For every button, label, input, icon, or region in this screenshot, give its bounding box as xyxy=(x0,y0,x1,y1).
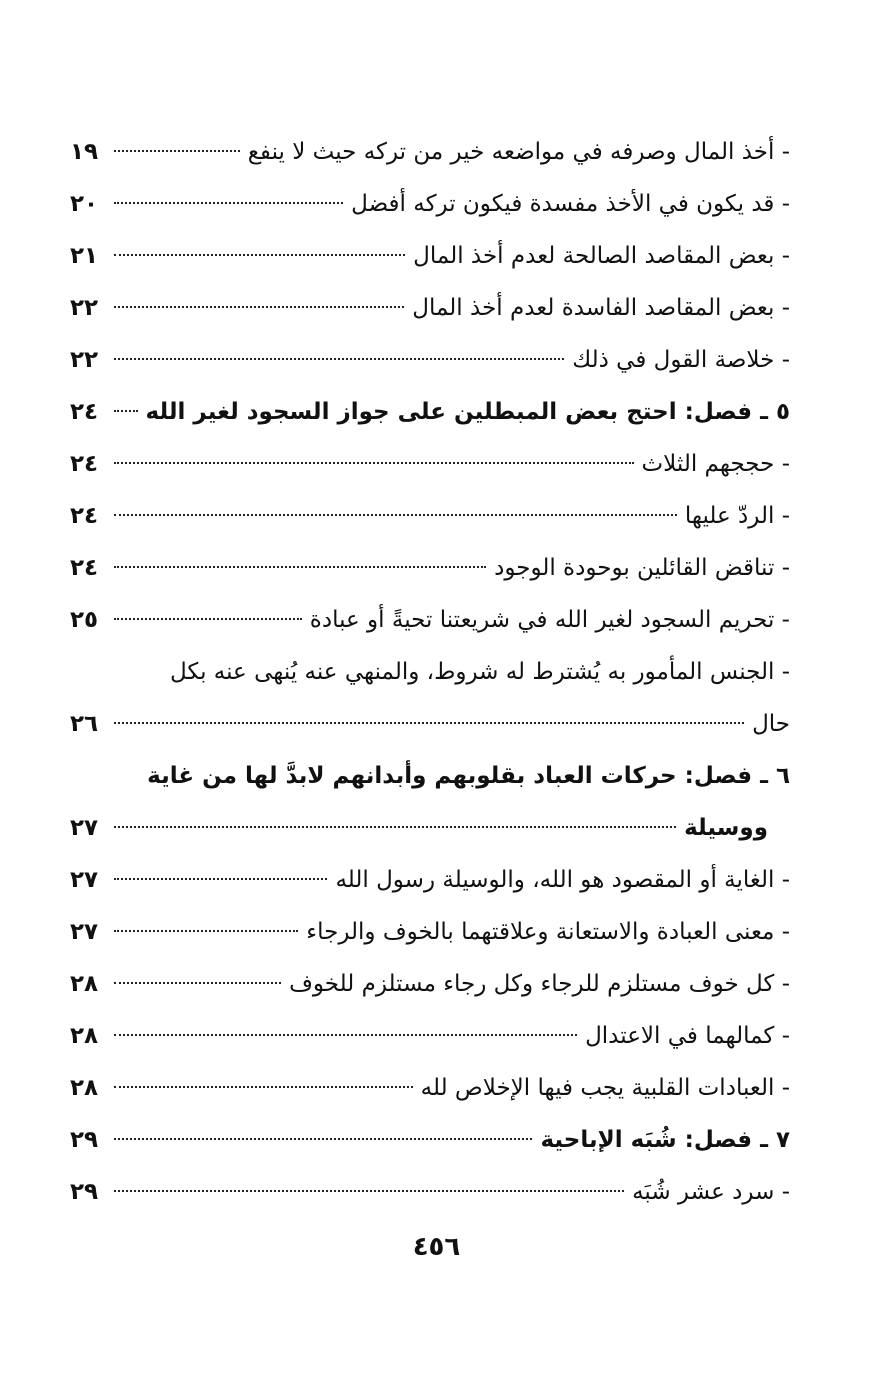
toc-entry-page: ٢٦ xyxy=(70,711,99,737)
toc-entry-page: ٢٩ xyxy=(70,1127,99,1153)
toc-entry-page: ٢٧ xyxy=(70,867,99,893)
toc-entry-title-line1: - الجنس المأمور به يُشترط له شروط، والمنهي عنه يُنهى عنه بكل xyxy=(169,659,790,685)
dot-leader xyxy=(114,618,302,620)
dot-leader xyxy=(114,982,281,984)
toc-entry-page: ٢٧ xyxy=(70,919,99,945)
toc-section-heading-line1: ٦ ـ فصل: حركات العباد بقلوبهم وأبدانهم لابدَّ لها من غاية xyxy=(147,763,790,789)
toc-entry-page: ٢٤ xyxy=(70,503,99,529)
dot-leader xyxy=(114,514,677,516)
dot-leader xyxy=(114,1086,413,1088)
toc-entry xyxy=(70,126,790,178)
toc-entry xyxy=(70,1010,790,1062)
toc-entry-title-line2: ووسيلة xyxy=(684,815,768,841)
dot-leader xyxy=(114,930,298,932)
toc-entry-page: ٢٢ xyxy=(70,347,99,373)
dot-leader xyxy=(114,826,676,828)
toc-entry-page: ٢٤ xyxy=(70,555,99,581)
toc-entry xyxy=(70,438,790,490)
dot-leader xyxy=(114,462,634,464)
toc-entry-title: - حججهم الثلاث xyxy=(641,451,790,477)
dot-leader xyxy=(114,150,240,152)
toc-entry xyxy=(70,334,790,386)
toc-entry-title: ٥ ـ فصل: احتج بعض المبطلين على جواز السجود لغير الله xyxy=(145,399,790,425)
toc-entry-title: - كمالهما في الاعتدال xyxy=(585,1023,790,1049)
dot-leader xyxy=(114,202,343,204)
page-number: ٤٥٦ xyxy=(412,1232,461,1262)
toc-entry xyxy=(70,230,790,282)
toc-section-heading xyxy=(70,1114,790,1166)
toc-entry-title: - الردّ عليها xyxy=(684,503,790,529)
toc-entry-page: ٢٢ xyxy=(70,295,99,321)
toc-entry xyxy=(70,490,790,542)
toc-entry-page: ٢٨ xyxy=(70,971,99,997)
toc-entry-title: - بعض المقاصد الفاسدة لعدم أخذ المال xyxy=(412,295,790,321)
dot-leader xyxy=(114,410,138,412)
dot-leader xyxy=(114,566,486,568)
toc-entry-page: ٢٠ xyxy=(70,191,99,217)
toc-entry-page: ٢٨ xyxy=(70,1075,99,1101)
toc-entry-page: ٢٤ xyxy=(70,451,99,477)
toc-entry-title: - كل خوف مستلزم للرجاء وكل رجاء مستلزم للخوف xyxy=(289,971,790,997)
toc-entry xyxy=(70,282,790,334)
toc-entry-title-line2: حال xyxy=(752,711,790,737)
toc-entry-title: - أخذ المال وصرفه في مواضعه خير من تركه حيث لا ينفع xyxy=(247,139,790,165)
dot-leader xyxy=(114,306,404,308)
toc-entry-page: ٢١ xyxy=(70,243,99,269)
dot-leader xyxy=(114,1138,532,1140)
dot-leader xyxy=(114,1190,624,1192)
toc-entry-page: ٢٩ xyxy=(70,1179,99,1205)
toc-entry-page: ١٩ xyxy=(70,139,99,165)
toc-entry-page: ٢٨ xyxy=(70,1023,99,1049)
toc-entry-title: - الغاية أو المقصود هو الله، والوسيلة رسول الله xyxy=(335,867,790,893)
toc-entry-title: - العبادات القلبية يجب فيها الإخلاص لله xyxy=(420,1075,790,1101)
toc-entry-page: ٢٧ xyxy=(70,815,99,841)
toc-entry xyxy=(70,958,790,1010)
dot-leader xyxy=(114,878,327,880)
toc-section-heading xyxy=(70,386,790,438)
toc-entry-page: ٢٤ xyxy=(70,399,99,425)
toc-entry-title: - سرد عشر شُبَه xyxy=(632,1179,790,1205)
toc-entry xyxy=(70,1062,790,1114)
dot-leader xyxy=(114,358,564,360)
toc-entry xyxy=(70,854,790,906)
toc-entry xyxy=(70,906,790,958)
toc-entry-title: - معنى العبادة والاستعانة وعلاقتهما بالخوف والرجاء xyxy=(306,919,790,945)
toc-entry-title: - خلاصة القول في ذلك xyxy=(572,347,790,373)
dot-leader xyxy=(114,254,405,256)
toc-entry-title: - قد يكون في الأخذ مفسدة فيكون تركه أفضل xyxy=(351,191,790,217)
toc-entry xyxy=(70,698,790,750)
toc-entry-title: - تحريم السجود لغير الله في شريعتنا تحيةً أو عبادة xyxy=(309,607,790,633)
toc-entry-title: - تناقض القائلين بوحودة الوجود xyxy=(494,555,790,581)
toc-entry xyxy=(70,594,790,646)
dot-leader xyxy=(114,1034,577,1036)
table-of-contents xyxy=(70,126,790,1218)
toc-entry xyxy=(70,542,790,594)
toc-entry xyxy=(70,178,790,230)
toc-entry xyxy=(70,1166,790,1218)
toc-entry-title: ٧ ـ فصل: شُبَه الإباحية xyxy=(540,1127,790,1153)
toc-section-heading xyxy=(70,802,790,854)
toc-entry-title: - بعض المقاصد الصالحة لعدم أخذ المال xyxy=(413,243,790,269)
dot-leader xyxy=(114,722,744,724)
toc-entry-page: ٢٥ xyxy=(70,607,99,633)
